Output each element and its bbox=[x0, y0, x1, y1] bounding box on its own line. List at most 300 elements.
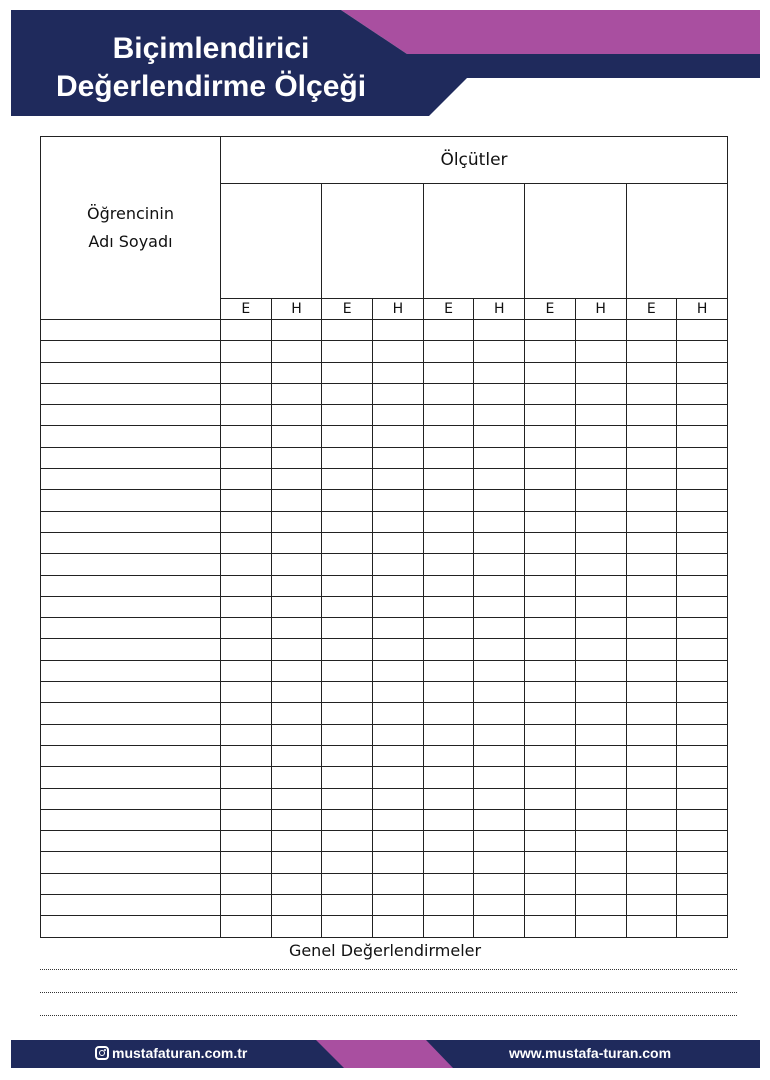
hayir-cell[interactable] bbox=[373, 405, 424, 426]
evet-cell[interactable] bbox=[221, 724, 272, 745]
hayir-cell[interactable] bbox=[474, 703, 525, 724]
hayir-cell[interactable] bbox=[677, 405, 728, 426]
evet-cell[interactable] bbox=[322, 490, 373, 511]
evet-cell[interactable] bbox=[525, 682, 576, 703]
student-name-cell[interactable] bbox=[41, 511, 221, 532]
evet-cell[interactable] bbox=[525, 831, 576, 852]
student-name-cell[interactable] bbox=[41, 873, 221, 894]
evet-cell[interactable] bbox=[221, 682, 272, 703]
evet-cell[interactable] bbox=[322, 320, 373, 341]
evet-cell[interactable] bbox=[221, 788, 272, 809]
hayir-cell[interactable] bbox=[271, 682, 322, 703]
evet-cell[interactable] bbox=[525, 469, 576, 490]
evet-cell[interactable] bbox=[423, 405, 474, 426]
hayir-cell[interactable] bbox=[373, 532, 424, 553]
hayir-cell[interactable] bbox=[271, 575, 322, 596]
evet-cell[interactable] bbox=[221, 320, 272, 341]
student-name-cell[interactable] bbox=[41, 660, 221, 681]
evet-cell[interactable] bbox=[626, 639, 677, 660]
hayir-cell[interactable] bbox=[373, 426, 424, 447]
hayir-cell[interactable] bbox=[373, 554, 424, 575]
evet-cell[interactable] bbox=[423, 767, 474, 788]
evet-cell[interactable] bbox=[525, 852, 576, 873]
hayir-cell[interactable] bbox=[474, 596, 525, 617]
hayir-cell[interactable] bbox=[373, 447, 424, 468]
evet-cell[interactable] bbox=[423, 852, 474, 873]
evet-cell[interactable] bbox=[322, 447, 373, 468]
evet-cell[interactable] bbox=[221, 447, 272, 468]
hayir-cell[interactable] bbox=[373, 682, 424, 703]
evet-cell[interactable] bbox=[525, 745, 576, 766]
evet-cell[interactable] bbox=[423, 724, 474, 745]
evet-cell[interactable] bbox=[626, 703, 677, 724]
hayir-cell[interactable] bbox=[575, 916, 626, 937]
student-name-cell[interactable] bbox=[41, 895, 221, 916]
hayir-cell[interactable] bbox=[677, 660, 728, 681]
student-name-cell[interactable] bbox=[41, 554, 221, 575]
evet-cell[interactable] bbox=[221, 703, 272, 724]
hayir-cell[interactable] bbox=[575, 511, 626, 532]
student-name-cell[interactable] bbox=[41, 447, 221, 468]
hayir-cell[interactable] bbox=[271, 767, 322, 788]
student-name-cell[interactable] bbox=[41, 490, 221, 511]
hayir-cell[interactable] bbox=[474, 575, 525, 596]
hayir-cell[interactable] bbox=[677, 362, 728, 383]
hayir-cell[interactable] bbox=[474, 724, 525, 745]
student-name-cell[interactable] bbox=[41, 405, 221, 426]
evet-cell[interactable] bbox=[525, 724, 576, 745]
hayir-cell[interactable] bbox=[474, 788, 525, 809]
hayir-cell[interactable] bbox=[575, 362, 626, 383]
hayir-cell[interactable] bbox=[575, 490, 626, 511]
hayir-cell[interactable] bbox=[271, 809, 322, 830]
evet-cell[interactable] bbox=[525, 809, 576, 830]
evet-cell[interactable] bbox=[322, 916, 373, 937]
evet-cell[interactable] bbox=[525, 383, 576, 404]
evet-cell[interactable] bbox=[221, 532, 272, 553]
hayir-cell[interactable] bbox=[677, 596, 728, 617]
hayir-cell[interactable] bbox=[373, 831, 424, 852]
hayir-cell[interactable] bbox=[575, 873, 626, 894]
student-name-cell[interactable] bbox=[41, 426, 221, 447]
evet-cell[interactable] bbox=[626, 618, 677, 639]
hayir-cell[interactable] bbox=[575, 532, 626, 553]
evet-cell[interactable] bbox=[525, 596, 576, 617]
hayir-cell[interactable] bbox=[575, 639, 626, 660]
evet-cell[interactable] bbox=[221, 596, 272, 617]
evet-cell[interactable] bbox=[322, 618, 373, 639]
hayir-cell[interactable] bbox=[474, 916, 525, 937]
student-name-cell[interactable] bbox=[41, 320, 221, 341]
hayir-cell[interactable] bbox=[271, 831, 322, 852]
hayir-cell[interactable] bbox=[575, 618, 626, 639]
evet-cell[interactable] bbox=[221, 873, 272, 894]
evet-cell[interactable] bbox=[423, 682, 474, 703]
hayir-cell[interactable] bbox=[373, 895, 424, 916]
hayir-cell[interactable] bbox=[373, 809, 424, 830]
evet-cell[interactable] bbox=[322, 383, 373, 404]
hayir-cell[interactable] bbox=[373, 575, 424, 596]
hayir-cell[interactable] bbox=[677, 383, 728, 404]
hayir-cell[interactable] bbox=[677, 490, 728, 511]
hayir-cell[interactable] bbox=[474, 618, 525, 639]
hayir-cell[interactable] bbox=[271, 511, 322, 532]
hayir-cell[interactable] bbox=[271, 660, 322, 681]
hayir-cell[interactable] bbox=[373, 490, 424, 511]
evet-cell[interactable] bbox=[525, 639, 576, 660]
evet-cell[interactable] bbox=[626, 447, 677, 468]
evet-cell[interactable] bbox=[423, 916, 474, 937]
evet-cell[interactable] bbox=[626, 362, 677, 383]
evet-cell[interactable] bbox=[221, 895, 272, 916]
evet-cell[interactable] bbox=[322, 724, 373, 745]
evaluation-line[interactable] bbox=[40, 992, 737, 993]
evet-cell[interactable] bbox=[626, 554, 677, 575]
evet-cell[interactable] bbox=[525, 767, 576, 788]
student-name-cell[interactable] bbox=[41, 745, 221, 766]
evet-cell[interactable] bbox=[322, 596, 373, 617]
evet-cell[interactable] bbox=[322, 831, 373, 852]
hayir-cell[interactable] bbox=[677, 916, 728, 937]
hayir-cell[interactable] bbox=[677, 554, 728, 575]
hayir-cell[interactable] bbox=[271, 469, 322, 490]
hayir-cell[interactable] bbox=[271, 447, 322, 468]
hayir-cell[interactable] bbox=[474, 809, 525, 830]
hayir-cell[interactable] bbox=[677, 703, 728, 724]
student-name-cell[interactable] bbox=[41, 469, 221, 490]
hayir-cell[interactable] bbox=[575, 767, 626, 788]
hayir-cell[interactable] bbox=[677, 618, 728, 639]
evet-cell[interactable] bbox=[626, 895, 677, 916]
hayir-cell[interactable] bbox=[271, 490, 322, 511]
evet-cell[interactable] bbox=[626, 660, 677, 681]
evet-cell[interactable] bbox=[423, 511, 474, 532]
evet-cell[interactable] bbox=[525, 447, 576, 468]
hayir-cell[interactable] bbox=[575, 469, 626, 490]
evet-cell[interactable] bbox=[525, 554, 576, 575]
evet-cell[interactable] bbox=[322, 895, 373, 916]
hayir-cell[interactable] bbox=[373, 873, 424, 894]
evet-cell[interactable] bbox=[322, 745, 373, 766]
hayir-cell[interactable] bbox=[575, 809, 626, 830]
evet-cell[interactable] bbox=[423, 469, 474, 490]
criterion-cell[interactable] bbox=[626, 184, 727, 299]
evet-cell[interactable] bbox=[322, 511, 373, 532]
hayir-cell[interactable] bbox=[474, 532, 525, 553]
evet-cell[interactable] bbox=[525, 532, 576, 553]
hayir-cell[interactable] bbox=[373, 341, 424, 362]
hayir-cell[interactable] bbox=[373, 320, 424, 341]
hayir-cell[interactable] bbox=[373, 767, 424, 788]
student-name-cell[interactable] bbox=[41, 831, 221, 852]
hayir-cell[interactable] bbox=[271, 341, 322, 362]
student-name-cell[interactable] bbox=[41, 916, 221, 937]
evet-cell[interactable] bbox=[322, 788, 373, 809]
evet-cell[interactable] bbox=[423, 575, 474, 596]
evet-cell[interactable] bbox=[525, 511, 576, 532]
student-name-cell[interactable] bbox=[41, 682, 221, 703]
student-name-cell[interactable] bbox=[41, 618, 221, 639]
hayir-cell[interactable] bbox=[677, 426, 728, 447]
student-name-cell[interactable] bbox=[41, 852, 221, 873]
evet-cell[interactable] bbox=[322, 682, 373, 703]
evet-cell[interactable] bbox=[221, 660, 272, 681]
hayir-cell[interactable] bbox=[575, 447, 626, 468]
evet-cell[interactable] bbox=[322, 341, 373, 362]
evet-cell[interactable] bbox=[221, 618, 272, 639]
evet-cell[interactable] bbox=[423, 426, 474, 447]
hayir-cell[interactable] bbox=[271, 618, 322, 639]
evet-cell[interactable] bbox=[221, 639, 272, 660]
hayir-cell[interactable] bbox=[373, 703, 424, 724]
hayir-cell[interactable] bbox=[677, 809, 728, 830]
evet-cell[interactable] bbox=[525, 405, 576, 426]
hayir-cell[interactable] bbox=[474, 831, 525, 852]
evet-cell[interactable] bbox=[423, 596, 474, 617]
evet-cell[interactable] bbox=[626, 873, 677, 894]
hayir-cell[interactable] bbox=[373, 596, 424, 617]
hayir-cell[interactable] bbox=[575, 703, 626, 724]
evet-cell[interactable] bbox=[221, 745, 272, 766]
hayir-cell[interactable] bbox=[677, 682, 728, 703]
criterion-cell[interactable] bbox=[322, 184, 423, 299]
student-name-cell[interactable] bbox=[41, 767, 221, 788]
hayir-cell[interactable] bbox=[271, 852, 322, 873]
hayir-cell[interactable] bbox=[474, 320, 525, 341]
hayir-cell[interactable] bbox=[677, 724, 728, 745]
evet-cell[interactable] bbox=[525, 703, 576, 724]
evet-cell[interactable] bbox=[423, 809, 474, 830]
evet-cell[interactable] bbox=[221, 490, 272, 511]
hayir-cell[interactable] bbox=[271, 916, 322, 937]
evet-cell[interactable] bbox=[626, 383, 677, 404]
evet-cell[interactable] bbox=[322, 660, 373, 681]
evet-cell[interactable] bbox=[221, 405, 272, 426]
hayir-cell[interactable] bbox=[575, 788, 626, 809]
hayir-cell[interactable] bbox=[373, 639, 424, 660]
hayir-cell[interactable] bbox=[575, 895, 626, 916]
evet-cell[interactable] bbox=[221, 767, 272, 788]
evet-cell[interactable] bbox=[525, 895, 576, 916]
evet-cell[interactable] bbox=[423, 788, 474, 809]
evaluation-line[interactable] bbox=[40, 1015, 737, 1016]
evet-cell[interactable] bbox=[322, 767, 373, 788]
hayir-cell[interactable] bbox=[474, 362, 525, 383]
hayir-cell[interactable] bbox=[474, 447, 525, 468]
criterion-cell[interactable] bbox=[423, 184, 524, 299]
evet-cell[interactable] bbox=[221, 831, 272, 852]
hayir-cell[interactable] bbox=[677, 320, 728, 341]
hayir-cell[interactable] bbox=[677, 831, 728, 852]
student-name-cell[interactable] bbox=[41, 809, 221, 830]
evet-cell[interactable] bbox=[322, 873, 373, 894]
evet-cell[interactable] bbox=[525, 873, 576, 894]
evet-cell[interactable] bbox=[221, 362, 272, 383]
student-name-cell[interactable] bbox=[41, 575, 221, 596]
evet-cell[interactable] bbox=[525, 490, 576, 511]
hayir-cell[interactable] bbox=[474, 469, 525, 490]
hayir-cell[interactable] bbox=[474, 511, 525, 532]
evet-cell[interactable] bbox=[626, 469, 677, 490]
hayir-cell[interactable] bbox=[677, 511, 728, 532]
evet-cell[interactable] bbox=[322, 809, 373, 830]
instagram-link[interactable] bbox=[95, 1045, 247, 1061]
hayir-cell[interactable] bbox=[271, 320, 322, 341]
hayir-cell[interactable] bbox=[474, 490, 525, 511]
evet-cell[interactable] bbox=[423, 618, 474, 639]
evet-cell[interactable] bbox=[423, 532, 474, 553]
evet-cell[interactable] bbox=[423, 383, 474, 404]
hayir-cell[interactable] bbox=[474, 682, 525, 703]
evet-cell[interactable] bbox=[423, 490, 474, 511]
evet-cell[interactable] bbox=[423, 745, 474, 766]
hayir-cell[interactable] bbox=[373, 511, 424, 532]
hayir-cell[interactable] bbox=[677, 767, 728, 788]
hayir-cell[interactable] bbox=[575, 341, 626, 362]
evet-cell[interactable] bbox=[626, 852, 677, 873]
hayir-cell[interactable] bbox=[271, 724, 322, 745]
evet-cell[interactable] bbox=[221, 426, 272, 447]
hayir-cell[interactable] bbox=[677, 532, 728, 553]
hayir-cell[interactable] bbox=[575, 831, 626, 852]
evet-cell[interactable] bbox=[626, 745, 677, 766]
evet-cell[interactable] bbox=[221, 469, 272, 490]
evet-cell[interactable] bbox=[423, 703, 474, 724]
evet-cell[interactable] bbox=[626, 788, 677, 809]
hayir-cell[interactable] bbox=[575, 575, 626, 596]
student-name-cell[interactable] bbox=[41, 724, 221, 745]
hayir-cell[interactable] bbox=[271, 554, 322, 575]
hayir-cell[interactable] bbox=[677, 341, 728, 362]
hayir-cell[interactable] bbox=[271, 639, 322, 660]
hayir-cell[interactable] bbox=[271, 703, 322, 724]
student-name-cell[interactable] bbox=[41, 703, 221, 724]
hayir-cell[interactable] bbox=[373, 618, 424, 639]
evet-cell[interactable] bbox=[221, 809, 272, 830]
hayir-cell[interactable] bbox=[271, 426, 322, 447]
hayir-cell[interactable] bbox=[575, 660, 626, 681]
evet-cell[interactable] bbox=[423, 447, 474, 468]
student-name-cell[interactable] bbox=[41, 383, 221, 404]
hayir-cell[interactable] bbox=[677, 447, 728, 468]
evet-cell[interactable] bbox=[525, 916, 576, 937]
evet-cell[interactable] bbox=[626, 682, 677, 703]
evet-cell[interactable] bbox=[322, 362, 373, 383]
evet-cell[interactable] bbox=[525, 426, 576, 447]
hayir-cell[interactable] bbox=[575, 426, 626, 447]
evet-cell[interactable] bbox=[322, 554, 373, 575]
evet-cell[interactable] bbox=[626, 575, 677, 596]
hayir-cell[interactable] bbox=[271, 383, 322, 404]
hayir-cell[interactable] bbox=[373, 788, 424, 809]
hayir-cell[interactable] bbox=[575, 596, 626, 617]
hayir-cell[interactable] bbox=[373, 852, 424, 873]
evet-cell[interactable] bbox=[221, 511, 272, 532]
hayir-cell[interactable] bbox=[575, 724, 626, 745]
evet-cell[interactable] bbox=[423, 660, 474, 681]
hayir-cell[interactable] bbox=[677, 852, 728, 873]
evet-cell[interactable] bbox=[626, 916, 677, 937]
evet-cell[interactable] bbox=[221, 554, 272, 575]
evet-cell[interactable] bbox=[322, 703, 373, 724]
hayir-cell[interactable] bbox=[271, 895, 322, 916]
evet-cell[interactable] bbox=[626, 596, 677, 617]
evet-cell[interactable] bbox=[322, 532, 373, 553]
hayir-cell[interactable] bbox=[271, 532, 322, 553]
hayir-cell[interactable] bbox=[677, 639, 728, 660]
criterion-cell[interactable] bbox=[221, 184, 322, 299]
evet-cell[interactable] bbox=[322, 639, 373, 660]
evet-cell[interactable] bbox=[423, 873, 474, 894]
evet-cell[interactable] bbox=[322, 852, 373, 873]
evet-cell[interactable] bbox=[423, 320, 474, 341]
hayir-cell[interactable] bbox=[474, 852, 525, 873]
evet-cell[interactable] bbox=[221, 916, 272, 937]
evet-cell[interactable] bbox=[525, 575, 576, 596]
hayir-cell[interactable] bbox=[373, 724, 424, 745]
evet-cell[interactable] bbox=[626, 809, 677, 830]
student-name-cell[interactable] bbox=[41, 788, 221, 809]
hayir-cell[interactable] bbox=[373, 469, 424, 490]
evet-cell[interactable] bbox=[322, 405, 373, 426]
evet-cell[interactable] bbox=[626, 724, 677, 745]
evet-cell[interactable] bbox=[626, 532, 677, 553]
evet-cell[interactable] bbox=[626, 831, 677, 852]
evet-cell[interactable] bbox=[626, 341, 677, 362]
evet-cell[interactable] bbox=[525, 618, 576, 639]
evet-cell[interactable] bbox=[423, 895, 474, 916]
evet-cell[interactable] bbox=[525, 788, 576, 809]
evet-cell[interactable] bbox=[626, 426, 677, 447]
evet-cell[interactable] bbox=[626, 320, 677, 341]
hayir-cell[interactable] bbox=[373, 916, 424, 937]
evet-cell[interactable] bbox=[423, 362, 474, 383]
evet-cell[interactable] bbox=[626, 767, 677, 788]
hayir-cell[interactable] bbox=[677, 469, 728, 490]
student-name-cell[interactable] bbox=[41, 341, 221, 362]
hayir-cell[interactable] bbox=[373, 362, 424, 383]
hayir-cell[interactable] bbox=[575, 320, 626, 341]
hayir-cell[interactable] bbox=[575, 554, 626, 575]
student-name-cell[interactable] bbox=[41, 362, 221, 383]
evet-cell[interactable] bbox=[423, 554, 474, 575]
evaluation-line[interactable] bbox=[40, 969, 737, 970]
hayir-cell[interactable] bbox=[373, 660, 424, 681]
hayir-cell[interactable] bbox=[474, 745, 525, 766]
student-name-cell[interactable] bbox=[41, 532, 221, 553]
hayir-cell[interactable] bbox=[474, 405, 525, 426]
hayir-cell[interactable] bbox=[271, 788, 322, 809]
evet-cell[interactable] bbox=[423, 341, 474, 362]
evet-cell[interactable] bbox=[525, 320, 576, 341]
evet-cell[interactable] bbox=[423, 831, 474, 852]
evet-cell[interactable] bbox=[221, 852, 272, 873]
evet-cell[interactable] bbox=[525, 341, 576, 362]
hayir-cell[interactable] bbox=[474, 639, 525, 660]
evet-cell[interactable] bbox=[322, 469, 373, 490]
student-name-cell[interactable] bbox=[41, 596, 221, 617]
evet-cell[interactable] bbox=[626, 490, 677, 511]
criterion-cell[interactable] bbox=[525, 184, 626, 299]
hayir-cell[interactable] bbox=[677, 745, 728, 766]
evet-cell[interactable] bbox=[322, 426, 373, 447]
evet-cell[interactable] bbox=[525, 362, 576, 383]
hayir-cell[interactable] bbox=[271, 873, 322, 894]
evet-cell[interactable] bbox=[626, 405, 677, 426]
evet-cell[interactable] bbox=[221, 575, 272, 596]
hayir-cell[interactable] bbox=[677, 788, 728, 809]
hayir-cell[interactable] bbox=[373, 383, 424, 404]
